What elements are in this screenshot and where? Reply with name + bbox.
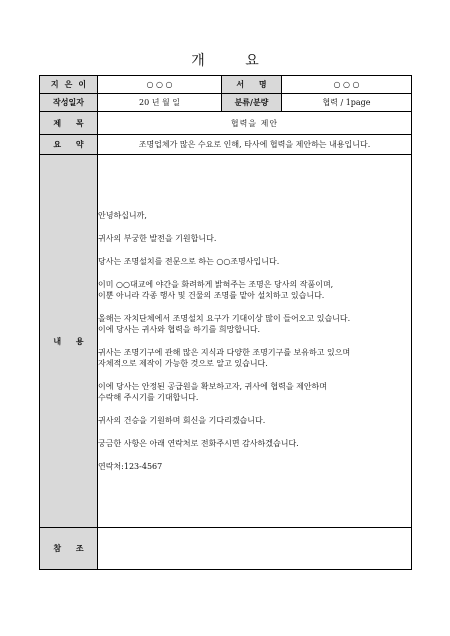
content-paragraph: 이에 당사는 안정된 공급원을 확보하고자, 귀사에 협력을 제안하며 수락해 주시기를 기대합니다. [98,382,327,402]
row-subject [40,112,412,135]
signature-label: 서 명 [222,76,282,94]
content-paragraphs [98,210,411,472]
subject-value[interactable]: 협력을 제안 [98,112,412,135]
content-paragraph: 궁금한 사항은 아래 연락처로 전화주시면 감사하겠습니다. [98,439,299,448]
row-content [40,155,412,528]
content-paragraph: 이미 ○○대교에 야간을 화려하게 밝혀주는 조명은 당사의 작품이며, 이뿐 아니라 각종 행사 및 건물의 조명를 맡아 설치하고 있습니다. [98,280,334,300]
date-label: 작성일자 [40,94,98,112]
sender-value[interactable]: ○ ○ ○ [98,76,222,94]
content-paragraph: 귀사는 조명기구에 관해 많은 지식과 다양한 조명기구를 보유하고 있으며 자체적으로 제작이 가능한 것으로 알고 있습니다. [98,348,351,368]
document-title: 개 요 [191,53,277,69]
content-body[interactable] [98,155,412,528]
reference-value[interactable] [98,528,412,570]
content-paragraph: 당사는 조명설치를 전문으로 하는 ○○조명사입니다. [98,257,280,266]
signature-value[interactable]: ○ ○ ○ [282,76,412,94]
summary-value[interactable]: 조명업체가 많은 수요로 인해, 타사에 협력을 제안하는 내용입니다. [98,135,412,155]
row-author [40,76,412,94]
content-paragraph: 안녕하십니까, [98,211,147,220]
row-summary [40,135,412,155]
date-value[interactable]: 20 년 월 일 [98,94,222,112]
row-reference [40,528,412,570]
subject-label: 제 목 [40,112,98,135]
summary-label: 요 약 [40,135,98,155]
row-date [40,94,412,112]
category-value[interactable]: 협력 / 1page [282,94,412,112]
sender-label: 지은이 [40,76,98,94]
content-paragraph: 올해는 자치단체에서 조명설치 요구가 기대이상 많이 들어오고 있습니다. 이에 당사는 귀사와 협력을 하기를 희망합니다. [98,314,351,334]
content-paragraph: 귀사의 건승을 기원하며 회신을 기다리겠습니다. [98,416,266,425]
category-label: 분류/분량 [222,94,282,112]
summary-form-table [39,75,412,570]
content-paragraph: 귀사의 부궁한 발전을 기원합니다. [98,234,217,243]
content-label: 내 용 [40,155,98,528]
content-paragraph: 연락처:123-4567 [98,462,163,471]
reference-label: 참 조 [40,528,98,570]
